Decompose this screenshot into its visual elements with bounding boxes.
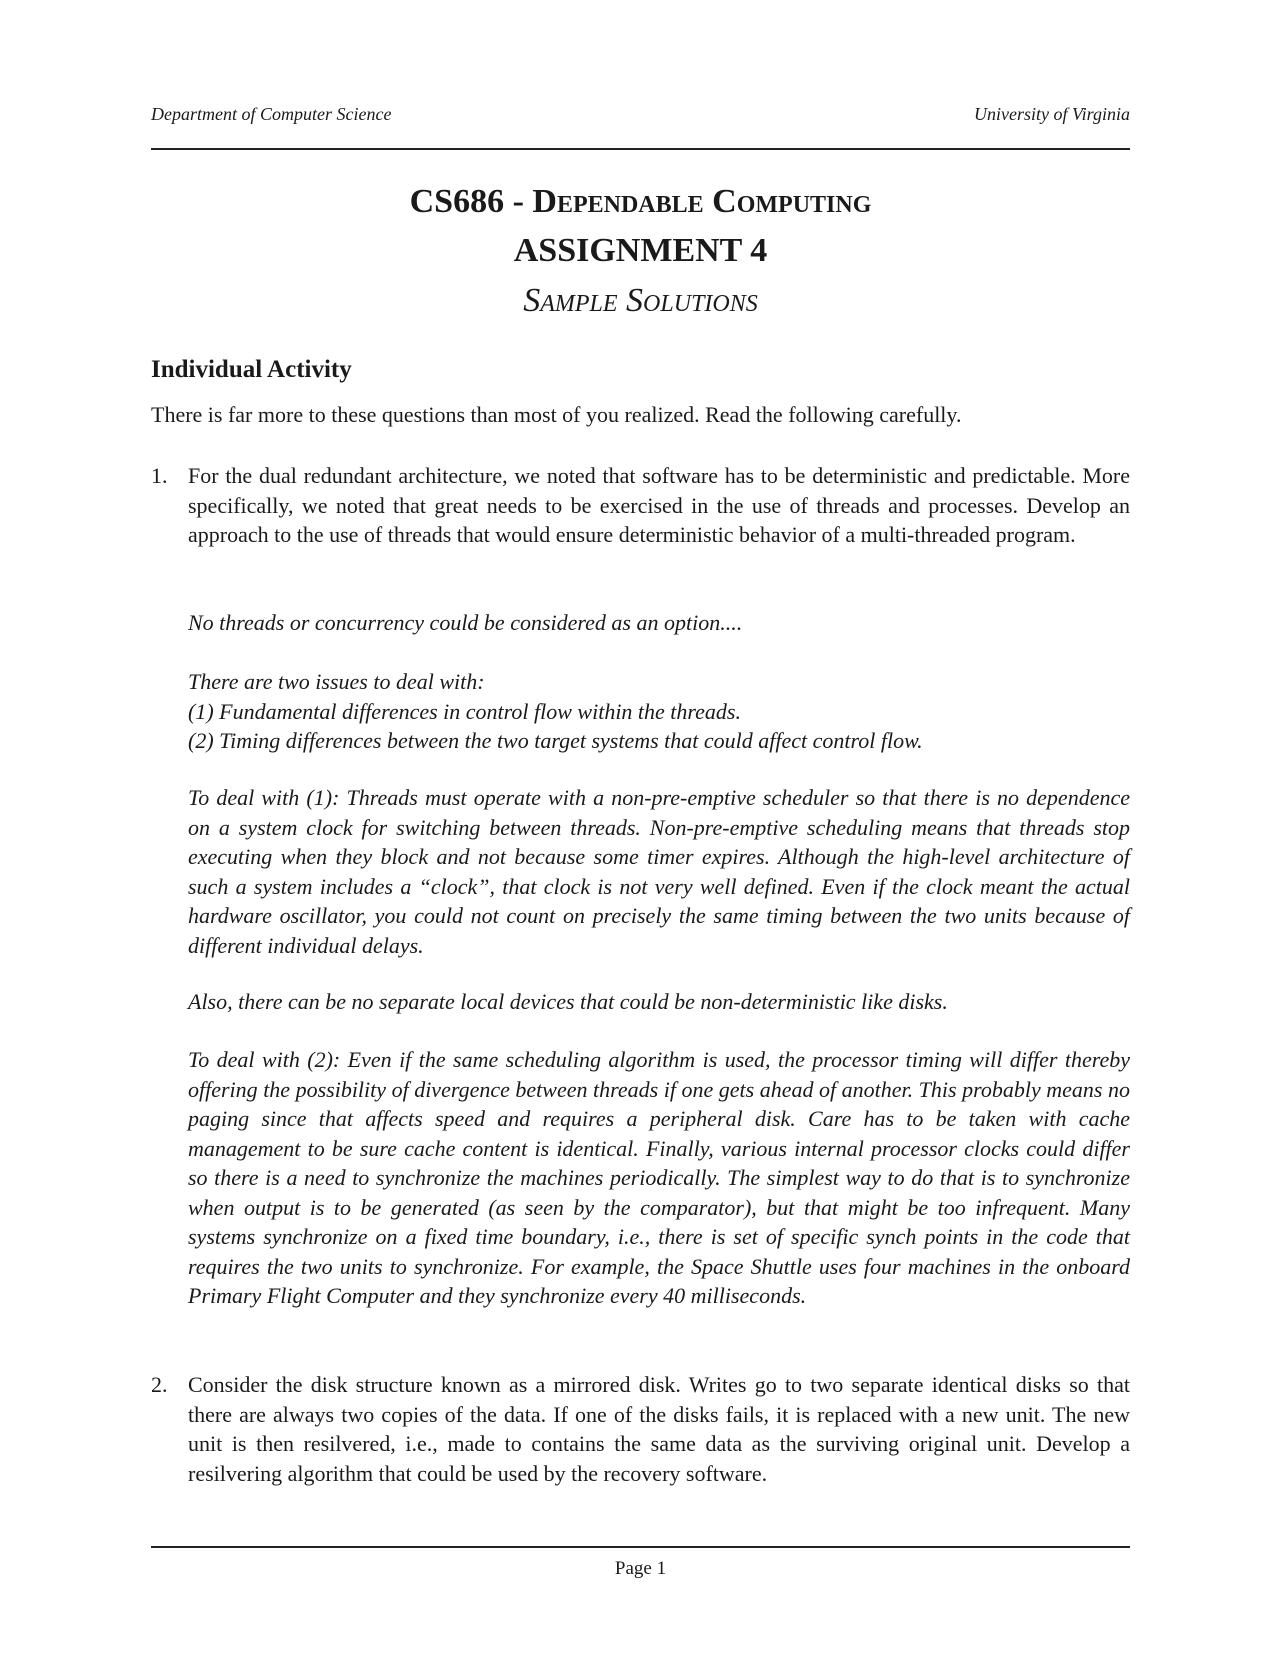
document-subtitle: Sample Solutions [523,282,758,319]
university-name: University of Virginia [974,104,1130,124]
title-block [151,178,1130,326]
intro-paragraph: There is far more to these questions than most of you realized. Read the following carefully. [151,402,962,427]
question-1 [151,461,1130,550]
answer-paragraph [151,1045,1130,1311]
footer-rule [151,1546,1130,1548]
page-header [151,104,1130,132]
answer-paragraph [151,608,1130,638]
header-rule [151,148,1130,150]
answer-text: Also, there can be no separate local devices that could be non-deterministic like disks. [188,989,948,1014]
assignment-title: ASSIGNMENT 4 [513,232,768,269]
answer-paragraph [151,987,1130,1017]
issue-item: (1) Fundamental differences in control flow within the threads. [188,698,741,724]
answer-text: To deal with (1): Threads must operate with a non-pre-emptive scheduler so that there is no dependence on a system clock for switching between threads. Non-pre-emptive scheduling means that threads stop executing when they block and not because some timer expires. Although the high-level architecture of such a system includes a “clock”, that clock is not very well defined. Even if the clock meant the actual hardware oscillator, you could not count on precisely the same timing between the two units because of different individual delays. [188,785,1130,958]
answer-paragraph [151,783,1130,960]
question-number: 2. [151,1372,168,1397]
section-heading: Individual Activity [151,356,352,383]
answer-issues [151,667,1130,756]
department-name: Department of Computer Science [151,104,392,124]
question-text: Consider the disk structure known as a mirrored disk. Writes go to two separate identical disks so that there are always two copies of the data. If one of the disks fails, it is replaced with a new unit. The new unit is then resilvered, i.e., made to contains the same data as the surviving original unit. Develop a resilvering algorithm that could be used by the recovery software. [188,1372,1130,1486]
course-title: CS686 - Dependable Computing [409,183,872,220]
answer-text: To deal with (2): Even if the same scheduling algorithm is used, the processor timing will differ thereby offering the possibility of divergence between threads if one gets ahead of another. This probably means no paging since that affects speed and requires a peripheral disk. Care has to be taken with cache management to be sure cache content is identical. Finally, various internal processor clocks could differ so there is a need to synchronize the machines periodically. The simplest way to do that is to synchronize when output is to be generated (as seen by the comparator), but that might be too infrequent. Many systems synchronize on a fixed time boundary, i.e., there is set of specific synch points in the code that requires the two units to synchronize. For example, the Space Shuttle uses four machines in the onboard Primary Flight Computer and they synchronize every 40 milliseconds. [188,1047,1130,1308]
document-page [151,0,1130,1656]
question-2 [151,1370,1130,1488]
question-text: For the dual redundant architecture, we noted that software has to be deterministic and predictable. More specifically, we noted that great needs to be exercised in the use of threads and processes. Develop an approach to the use of threads that would ensure deterministic behavior of a multi-threaded program. [188,463,1130,547]
question-number: 1. [151,463,168,488]
issues-intro: There are two issues to deal with: [188,669,485,694]
page-number: Page 1 [614,1558,667,1579]
answer-text: No threads or concurrency could be considered as an option.... [188,610,743,635]
issue-item: (2) Timing differences between the two target systems that could affect control flow. [188,728,923,753]
